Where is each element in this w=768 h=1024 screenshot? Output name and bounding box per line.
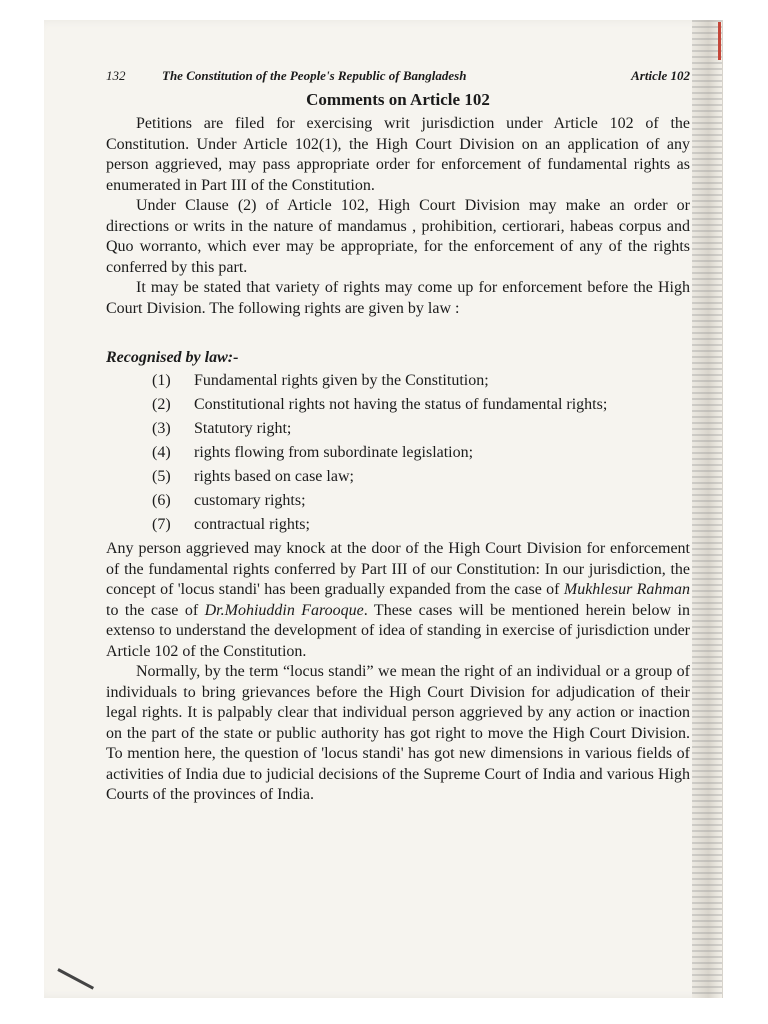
paragraph-locus-standi-definition: Normally, by the term “locus standi” we mean the right of an individual or a group of individuals to bring grievances before the High Court Division for adjudication of their legal rights. It is palpably clear that individual person aggrieved by any action or inaction on the part of the state or public authority has got right to move the High Court Division. To mention here, the question of 'locus standi' has got new dimensions in various fields of activities of India due to judicial decisions of the Supreme Court of India and various High Courts of the provinces of India. bbox=[106, 663, 690, 803]
list-item bbox=[152, 419, 690, 439]
section-title: Comments on Article 102 bbox=[306, 90, 490, 109]
running-header bbox=[106, 68, 690, 84]
list-item-text: contractual rights; bbox=[194, 516, 310, 533]
list-item-number: (2) bbox=[152, 396, 171, 413]
article-reference: Article 102 bbox=[631, 68, 690, 83]
list-item bbox=[152, 467, 690, 487]
list-item bbox=[152, 491, 690, 511]
list-item bbox=[152, 443, 690, 463]
paragraph-clause-two: Under Clause (2) of Article 102, High Court Division may make an order or directions or writs in the nature of mandamus , prohibition, certiorari, habeas corpus and Quo worranto, which ever may be appropriate, for the enforcement of any of the rights conferred by this part. bbox=[106, 197, 690, 276]
list-item-text: Fundamental rights given by the Constitution; bbox=[194, 372, 489, 389]
list-item-number: (3) bbox=[152, 420, 171, 437]
book-spine-shadow bbox=[692, 20, 722, 998]
page-content bbox=[106, 68, 690, 806]
page-edge-mark bbox=[718, 22, 721, 60]
case-name-mukhlesur: Mukhlesur Rahman bbox=[563, 581, 690, 598]
page-number: 132 bbox=[106, 68, 126, 83]
list-item-text: Constitutional rights not having the status of fundamental rights; bbox=[194, 396, 608, 413]
text-span: . These cases will be mentioned herein below in extenso to understand the development of idea of standing in exercise of jurisdiction under Article 102 of the Constitution. bbox=[106, 601, 690, 660]
list-item-text: rights flowing from subordinate legislation; bbox=[194, 444, 474, 461]
recognised-heading: Recognised by law:- bbox=[106, 349, 239, 366]
list-item-number: (5) bbox=[152, 468, 171, 485]
paragraph-locus-standi-cases bbox=[106, 539, 690, 662]
list-item-text: rights based on case law; bbox=[194, 468, 354, 485]
list-item bbox=[152, 371, 690, 391]
list-item-number: (1) bbox=[152, 372, 171, 389]
book-title: The Constitution of the People's Republic of Bangladesh bbox=[162, 68, 467, 83]
list-item-text: Statutory right; bbox=[194, 420, 292, 437]
list-item-text: customary rights; bbox=[194, 492, 306, 509]
case-name-farooque: Dr.Mohiuddin Farooque bbox=[204, 601, 364, 619]
text-span: to the case of bbox=[106, 601, 205, 619]
list-item bbox=[152, 515, 690, 535]
text-span: Any person aggrieved may knock at the door of the High Court Division for enforcement of the fundamental rights conferred by Part III of our Constitution: In our jurisdiction, the concept of 'locus standi' has been gradually expanded from the case of bbox=[106, 540, 690, 598]
rights-list bbox=[152, 371, 690, 535]
paragraph-variety-of-rights: It may be stated that variety of rights may come up for enforcement before the High Court Division. The following rights are given by law : bbox=[106, 279, 690, 317]
list-item-number: (7) bbox=[152, 516, 171, 533]
list-item-number: (6) bbox=[152, 492, 171, 509]
spacer bbox=[106, 319, 690, 349]
list-item bbox=[152, 395, 690, 415]
list-item-number: (4) bbox=[152, 444, 171, 461]
paragraph-writ-jurisdiction: Petitions are filed for exercising writ jurisdiction under Article 102 of the Constitution. Under Article 102(1), the High Court Division on an application of any person aggrieved, may pass appropriate order for enforcement of fundamental rights as enumerated in Part III of the Constitution. bbox=[106, 115, 690, 194]
